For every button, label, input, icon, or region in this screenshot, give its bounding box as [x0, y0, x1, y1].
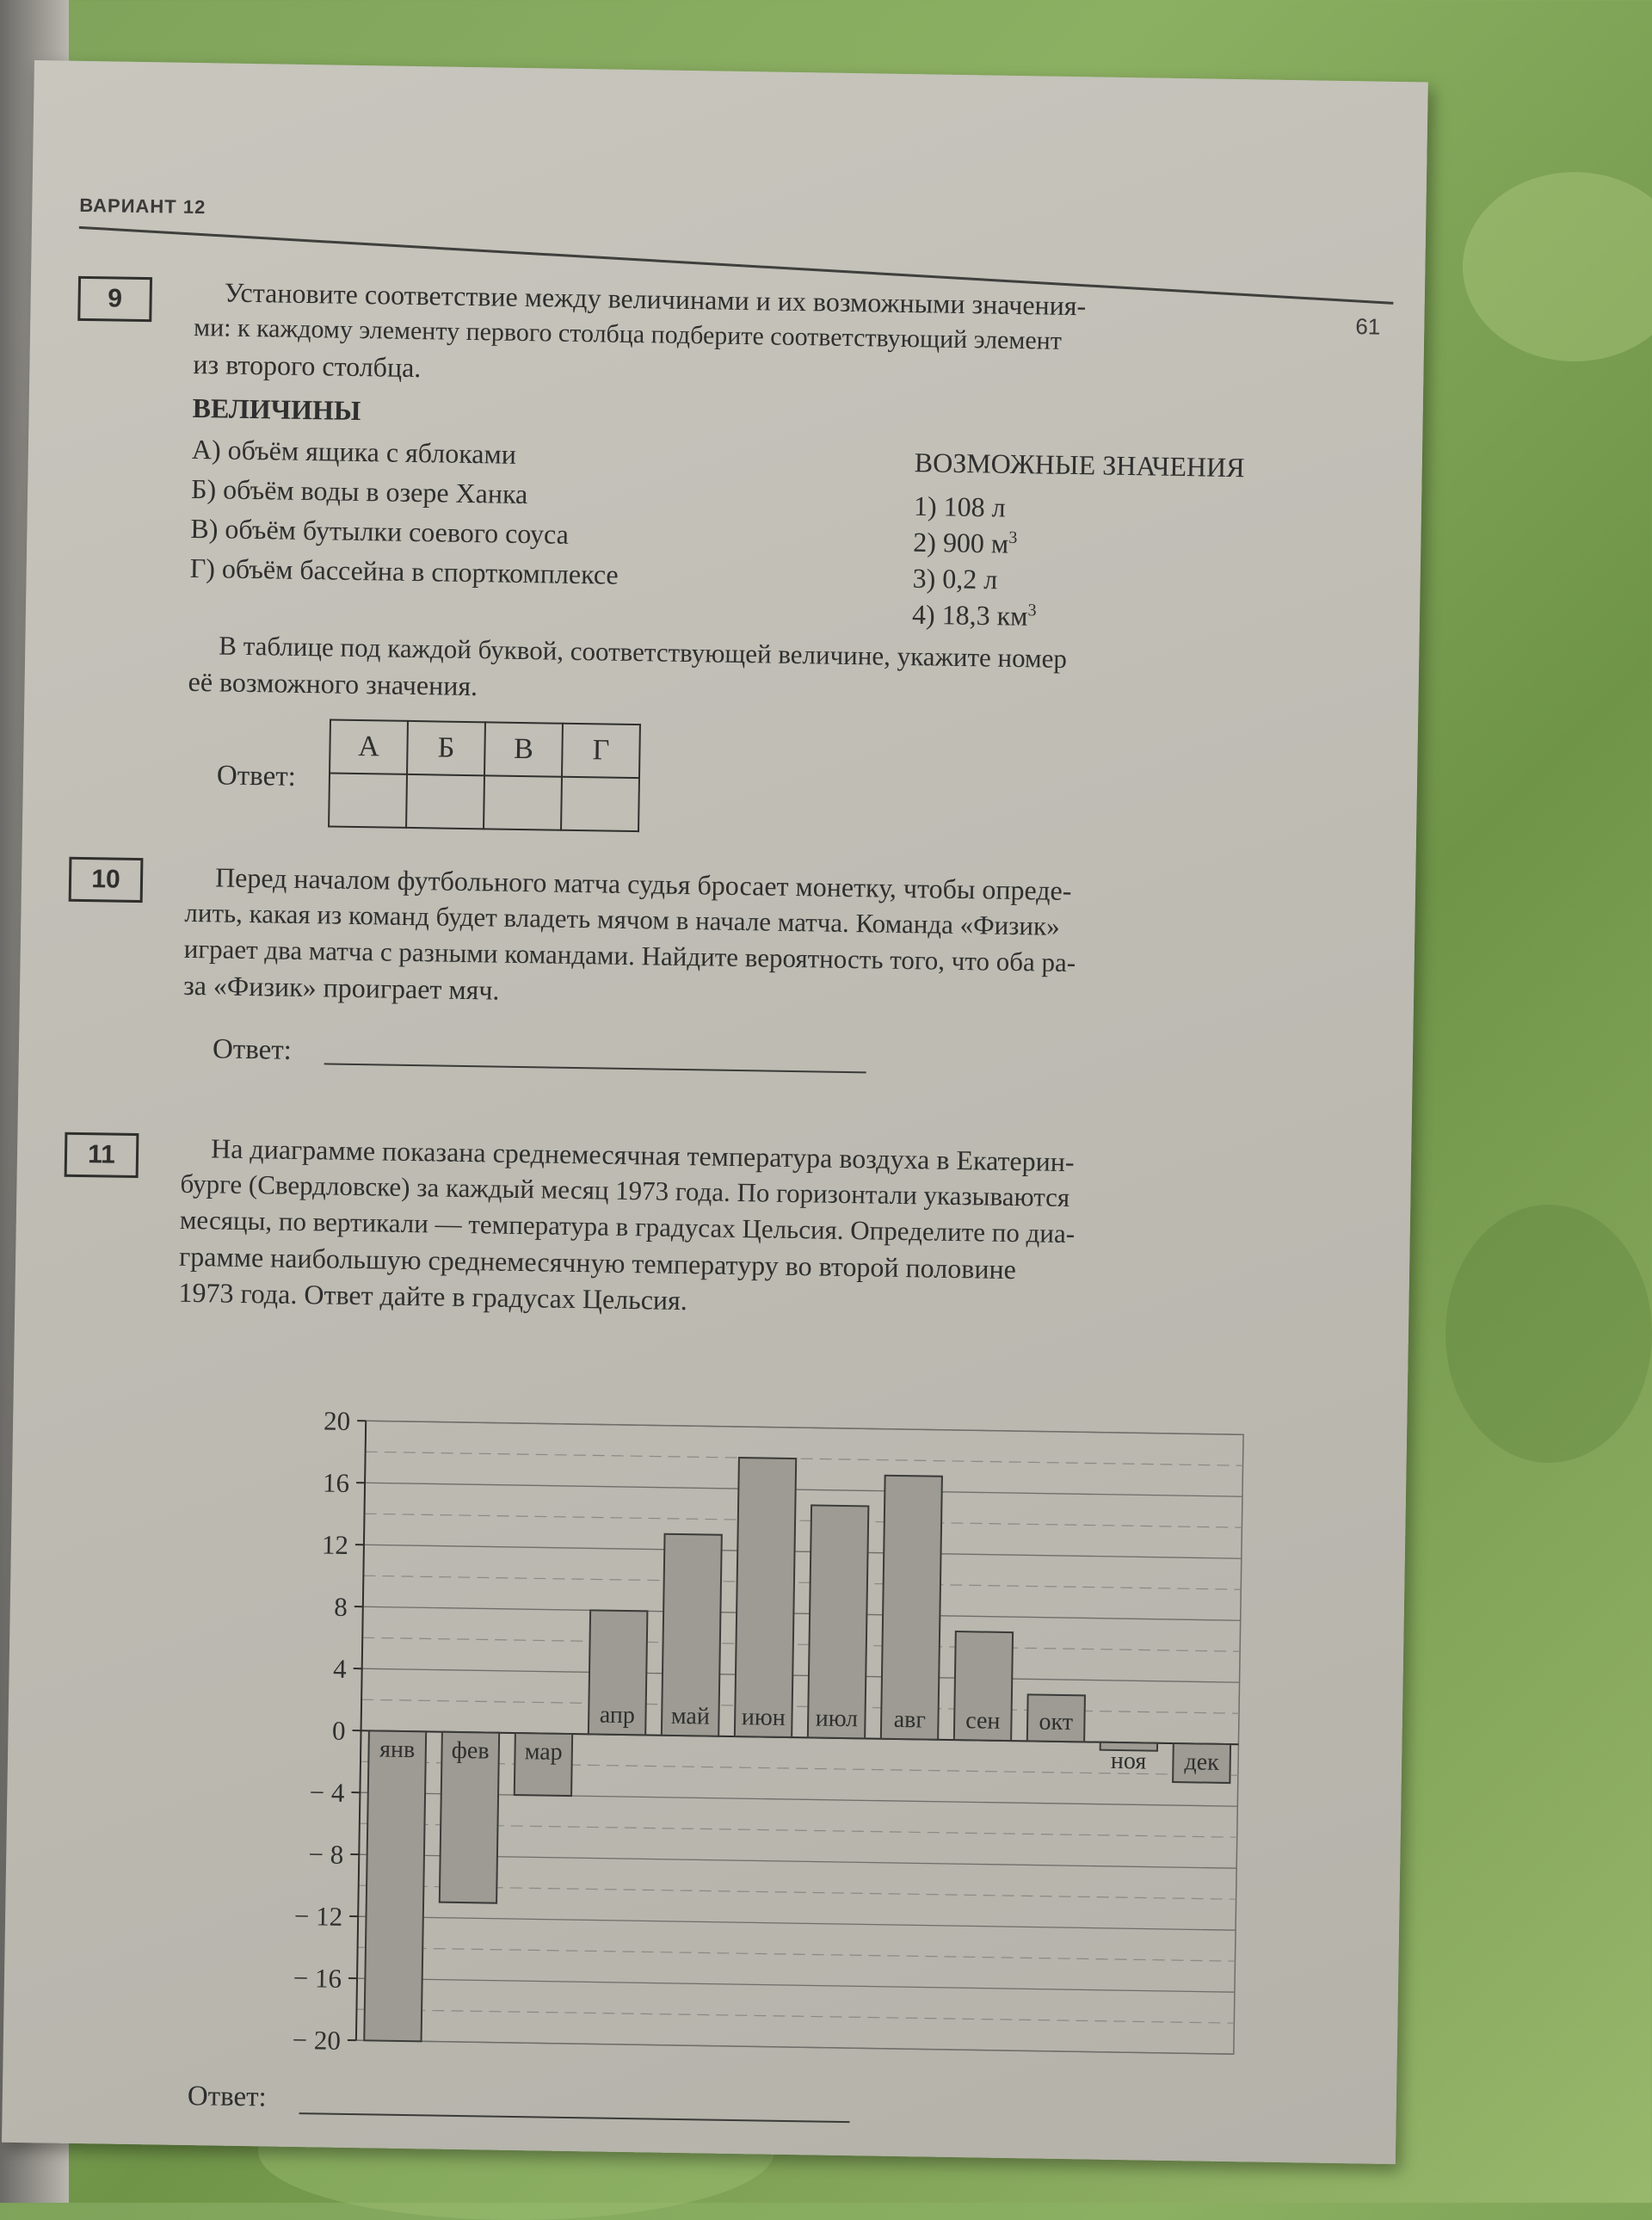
variant-header: ВАРИАНТ 12: [79, 194, 206, 219]
gridline-minor: [361, 1699, 1239, 1713]
y-tick-label: 8: [334, 1592, 348, 1622]
task-10-line-2: лить, какая из команд будет владеть мячом в начале матча. Команда «Физик»: [184, 895, 1060, 945]
x-tick-label: фев: [452, 1737, 490, 1765]
task-11-line-1: На диаграмме показана среднемесячная температура воздуха в Екатерин-: [211, 1130, 1075, 1180]
table-header-g: Г: [562, 724, 640, 778]
task-10-line-3: играет два матча с разными командами. Найдите вероятность того, что оба ра-: [183, 931, 1076, 981]
task-9-number: 9: [77, 276, 152, 322]
value-4: 4) 18,3 $км^3$: [912, 590, 1037, 634]
y-tick-label: 20: [324, 1405, 351, 1435]
bar-июн: [735, 1458, 796, 1737]
temperature-bar-chart: [269, 1394, 1261, 2081]
gridline-major: [366, 1421, 1243, 1434]
y-tick-label: − 20: [292, 2025, 341, 2056]
x-tick-label: янв: [379, 1736, 416, 1764]
bar-авг: [881, 1476, 942, 1740]
task-9-instruction-1: В таблице под каждой буквой, соответствующей величине, укажите номер: [219, 627, 1067, 676]
x-tick-label: мар: [524, 1738, 562, 1766]
table-header-a: А: [330, 719, 408, 774]
gridline-major: [364, 1545, 1242, 1558]
x-tick-label: май: [671, 1703, 710, 1730]
task-11-answer-label: Ответ:: [188, 2081, 267, 2113]
task-11-line-4: грамме наибольшую среднемесячную температуру во второй половине: [179, 1238, 1016, 1287]
gridline-minor: [365, 1514, 1242, 1527]
value-2: 2) 900 $м^3$: [913, 518, 1018, 562]
task-9-answer-label: Ответ:: [217, 760, 296, 792]
task-11-number: 11: [65, 1132, 139, 1178]
answer-cell-g[interactable]: [561, 777, 639, 831]
y-tick-label: − 8: [308, 1839, 343, 1870]
quantity-a: А) объём ящика с яблоками: [192, 431, 517, 472]
task-10-answer-label: Ответ:: [213, 1033, 292, 1066]
table-header-b: Б: [407, 721, 485, 775]
task-10-line-1: Перед началом футбольного матча судья бросает монетку, чтобы опреде-: [215, 859, 1072, 909]
bar-янв: [364, 1730, 426, 2041]
task-10-number: 10: [69, 857, 144, 903]
gridline-major: [365, 1483, 1242, 1496]
background-texture: [1446, 1205, 1652, 1463]
x-tick-label: июн: [742, 1704, 786, 1731]
x-tick-label: июл: [816, 1705, 859, 1732]
quantity-b: Б) объём воды в озере Ханка: [191, 471, 528, 512]
workbook-page: [2, 60, 1428, 2164]
x-tick-label: дек: [1184, 1748, 1219, 1776]
gridline-minor: [358, 1947, 1236, 1961]
gridline-major: [357, 1978, 1235, 1992]
quantity-v: В) объём бутылки соевого соуса: [190, 510, 569, 552]
answer-cell-b[interactable]: [406, 774, 484, 829]
gridline-minor: [356, 2009, 1234, 2023]
y-tick-label: 4: [333, 1654, 348, 1684]
y-tick-label: − 16: [293, 1963, 342, 1994]
answer-cell-a[interactable]: [329, 773, 407, 827]
page-number: 61: [1355, 313, 1380, 340]
gridline-minor: [363, 1576, 1241, 1589]
y-tick-label: − 4: [309, 1777, 345, 1808]
task-11-line-2: бурге (Свердловске) за каждый месяц 1973 года. По горизонтали указываются: [180, 1166, 1069, 1216]
quantity-g: Г) объём бассейна в спорткомплексе: [189, 550, 619, 593]
values-header: ВОЗМОЖНЫЕ ЗНАЧЕНИЯ: [914, 444, 1244, 485]
x-tick-label: окт: [1039, 1709, 1073, 1736]
table-header-v: В: [484, 722, 563, 776]
value-1: 1) 108 л: [914, 482, 1006, 525]
gridline-major: [362, 1668, 1240, 1682]
x-tick-label: ноя: [1111, 1748, 1147, 1775]
gridline-major: [363, 1606, 1241, 1620]
task-9-line-3: из второго столбца.: [193, 346, 422, 385]
gridline-minor: [366, 1452, 1243, 1465]
task-9-answer-table: [328, 718, 641, 832]
task-10-line-4: за «Физик» проиграет мяч.: [183, 967, 500, 1008]
value-3: 3) 0,2 л: [912, 554, 997, 597]
task-9-line-1: Установите соответствие между величинами и их возможными значения-: [224, 274, 1086, 324]
y-tick-label: 12: [322, 1529, 349, 1559]
task-11-line-3: месяцы, по вертикали — температура в градусах Цельсия. Определите по диа-: [180, 1202, 1076, 1252]
task-11-answer-line[interactable]: [299, 2112, 850, 2123]
task-9-instruction-2: её возможного значения.: [188, 663, 478, 704]
background-texture: [1463, 172, 1652, 361]
y-tick-label: 16: [323, 1467, 350, 1497]
y-tick-label: 0: [332, 1716, 346, 1746]
y-tick-label: − 12: [294, 1901, 343, 1932]
task-11-line-5: 1973 года. Ответ дайте в градусах Цельсия.: [178, 1274, 687, 1318]
answer-cell-v[interactable]: [484, 775, 562, 829]
x-tick-label: апр: [600, 1702, 636, 1730]
quantities-header: ВЕЛИЧИНЫ: [192, 390, 361, 429]
gridline-major: [358, 1916, 1236, 1930]
x-tick-label: авг: [894, 1706, 927, 1734]
bar-июл: [808, 1505, 869, 1738]
gridline-major: [356, 2040, 1234, 2054]
task-9-line-2: ми: к каждому элементу первого столбца подберите соответствующий элемент: [194, 310, 1062, 360]
gridline-minor: [362, 1637, 1240, 1651]
x-tick-label: сен: [965, 1707, 1001, 1735]
task-10-answer-line[interactable]: [324, 1063, 866, 1073]
